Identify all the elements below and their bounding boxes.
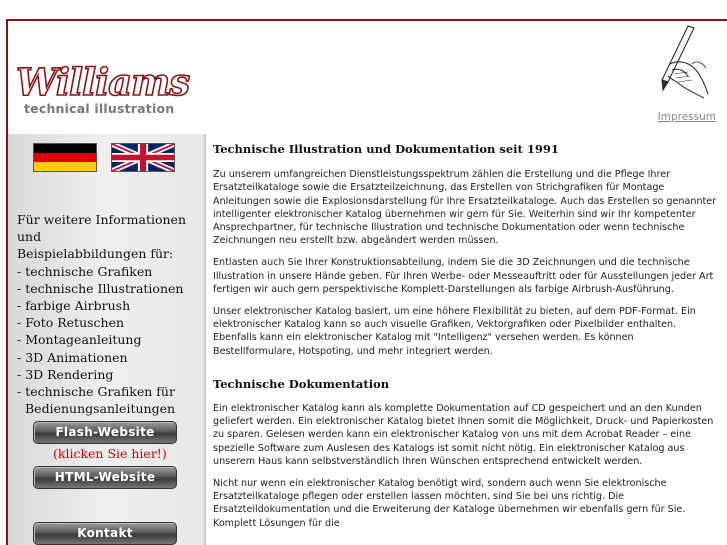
flag-stripe-black xyxy=(34,144,96,153)
sidebar-item-montageanleitung: - Montageanleitung xyxy=(17,332,142,348)
flash-website-button[interactable]: Flash-Website xyxy=(33,421,177,444)
sidebar-item-grafiken-fuer: - technische Grafiken für xyxy=(17,384,175,400)
main-content xyxy=(213,134,718,539)
sidebar-item-3d-rendering: - 3D Rendering xyxy=(17,366,114,382)
paragraph-3d: Entlasten auch Sie Ihrer Konstruktionsabteilung, indem Sie die 3D Zeichnungen und die technische Illustration in unsere Hände geben. Für Ihren Werbe- oder Messeauftritt oder für Ausstellungen jeder Art fertigen wir auch gern perspektivische Komplett-Darstellungen als farbige Airbrush-Ausführung. xyxy=(213,257,714,295)
sidebar-item-foto-retuschen: - Foto Retuschen xyxy=(17,315,125,331)
german-flag-icon[interactable] xyxy=(33,143,97,172)
sidebar-info xyxy=(17,211,203,417)
sidebar-item-3d-animationen: - 3D Animationen xyxy=(17,349,128,365)
paragraph-cd-catalog: Ein elektronischer Katalog kann als komplette Dokumentation auf CD gespeichert und an den Kunden geliefert werden. Ein elektronischer Katalog bietet Ihnen somit die Möglichkeit, Druck- und Papierkosten zu sparen. Gelesen werden kann ein elektronischer Katalog von uns mit dem Acrobat Reader – eine spezielle Software zum Auslesen des Katalogs ist somit nicht nötig. Ein elektronischer Katalog aus unserem Haus kann selbstverständlich Ihren Wünschen entsprechend entwickelt werden. xyxy=(213,403,714,467)
kontakt-button[interactable]: Kontakt xyxy=(33,522,177,545)
heading-illustration: Technische Illustration und Dokumentation seit 1991 xyxy=(213,142,559,156)
williams-logo[interactable] xyxy=(14,60,190,122)
flag-stripe-gold xyxy=(34,162,96,171)
sidebar-item-technische-illustrationen: - technische Illustrationen xyxy=(17,280,184,296)
union-jack-shape xyxy=(112,144,174,171)
sidebar-intro-line1: Für weitere Informationen und xyxy=(17,212,187,245)
sidebar-intro-line2: Beispielabbildungen für: xyxy=(17,246,174,262)
click-here-hint[interactable]: (klicken Sie hier!) xyxy=(53,446,167,461)
heading-dokumentation: Technische Dokumentation xyxy=(213,376,390,391)
logo-subtitle: technical illustration xyxy=(24,101,175,116)
impressum-link[interactable]: Impressum xyxy=(657,111,716,123)
paragraph-pdf-catalog: Unser elektronischer Katalog basiert, um eine höhere Flexibilität zu bieten, auf dem PDF-Format. Ein elektronischer Katalog kann so auch visuelle Grafiken, Vektorgrafiken oder Pixelbilder enthalten. Ebenfalls kann ein elektronischer Katalog mit "Intelligenz" versehen werden. Es können Bestellformulare, Hotspoting, und mehr integriert werden. xyxy=(213,306,696,357)
page-top xyxy=(0,0,727,20)
sidebar-item-technische-grafiken: - technische Grafiken xyxy=(17,263,153,279)
sidebar-divider xyxy=(204,134,206,545)
flag-stripe-red xyxy=(34,153,96,162)
html-website-button[interactable]: HTML-Website xyxy=(33,466,177,489)
paragraph-services: Zu unserem umfangreichen Dienstleistungsspektrum zählen die Erstellung und die Pflege Ihrer Ersatzteilkataloge sowie die Ersatzteilzeichnung, das Erstellen von Strichgrafiken für Montage Anleitungen sowie die Explosionsdarstellung für Ihre Ersatzteilkataloge. Auch das Erstellen so genannter intelligenter elektronischer Katalog übernehmen wir gern für Sie. Weiterhin sind wir Ihr kompetenter Ansprechpartner, für technische Illustration und technische Dokumentation oder wenn technische Zeichnungen neu erstellt bzw. abgeändert werden müssen. xyxy=(213,169,717,247)
sidebar-item-bedienungsanleitungen: Bedienungsanleitungen xyxy=(25,401,176,417)
logo-wordmark: Williams xyxy=(16,60,190,104)
uk-flag-icon[interactable] xyxy=(111,143,175,172)
paragraph-ersatzteil: Nicht nur wenn ein elektronischer Katalog benötigt wird, sondern auch wenn Sie elektronische Ersatzteilkataloge pflegen oder erstellen lassen möchten, sind Sie bei uns richtig. Die Ersatzteildokumentation und die Erweiterung der Kataloge übernehmen wir ebenfalls gern für Sie. Komplett Lösungen für die xyxy=(213,478,686,529)
pen-drawing-hand-icon xyxy=(648,24,712,100)
sidebar-item-farbige-airbrush: - farbige Airbrush xyxy=(17,298,131,314)
frame-border-top xyxy=(6,19,727,21)
